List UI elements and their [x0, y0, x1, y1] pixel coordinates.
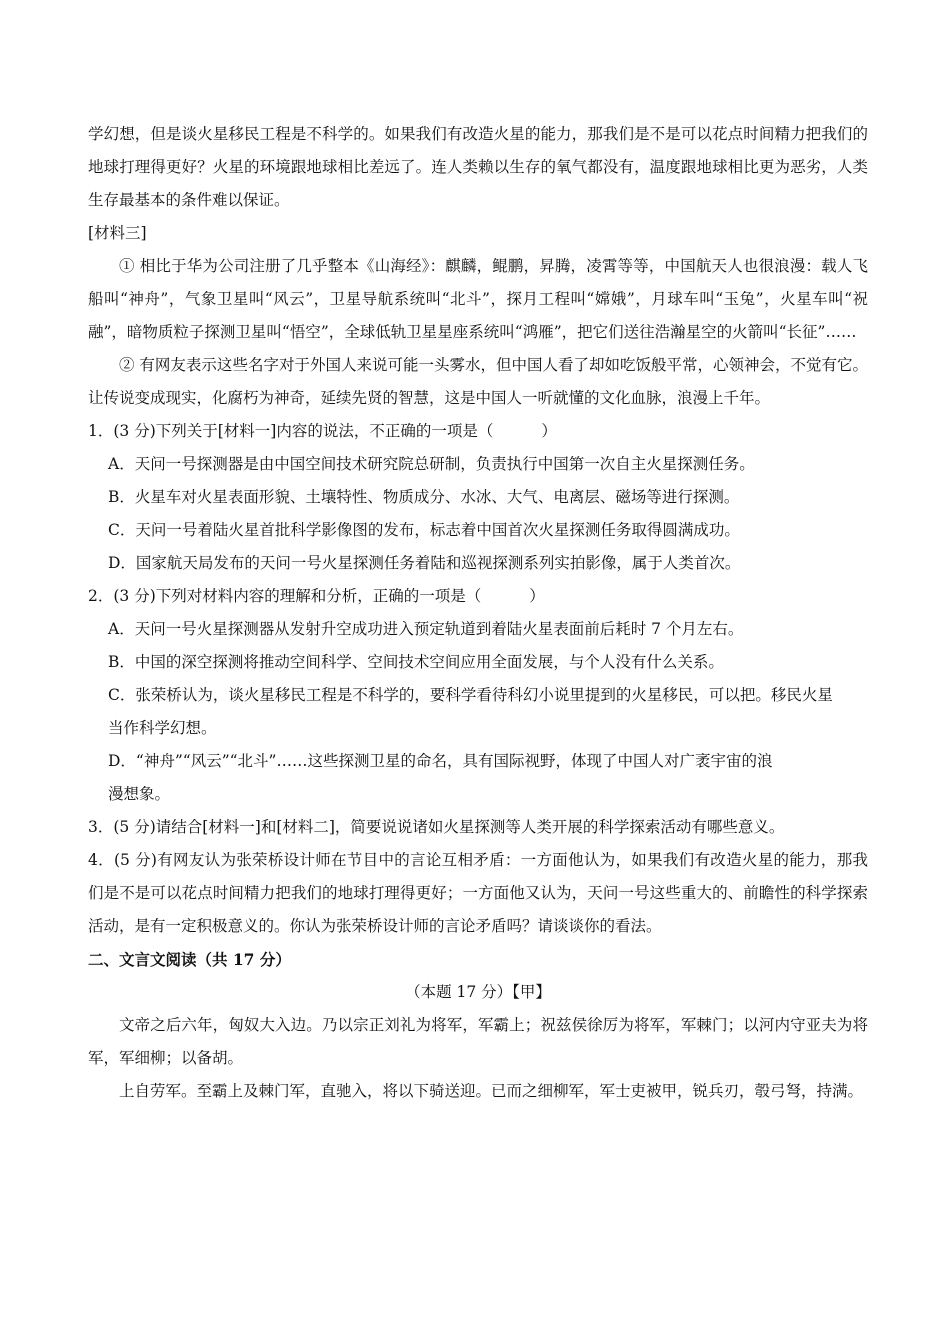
material3-heading: [材料三]	[88, 224, 147, 242]
question-4: 4．(5 分)有网友认为张荣桥设计师在节目中的言论互相矛盾：一方面他认为，如果我们有改造火星的能力，那我们是不是可以花点时间精力把我们的地球打理得更好；一方面他又认为，天问一号这些重大的、前瞻性的科学探索活动，是有一定积极意义的。你认为张荣桥设计师的言论矛盾吗？请谈谈你的看法。	[88, 851, 868, 935]
question-2-option-d-line-2: 漫想象。	[108, 785, 171, 803]
classical-text-paragraph-2: 上自劳军。至霸上及棘门军，直驰入，将以下骑送迎。已而之细柳军，军士吏被甲，锐兵刃，彀弓弩，持满。	[119, 1082, 864, 1100]
question-2-option-b: B．中国的深空探测将推动空间科学、空间技术空间应用全面发展，与个人没有什么关系。	[108, 653, 724, 671]
document-page	[88, 118, 868, 1108]
question-2-stem-text: 2．(3 分)下列对材料内容的理解和分析，正确的一项是（	[88, 587, 482, 605]
question-2-option-a: A．天问一号火星探测器从发射升空成功进入预定轨道到着陆火星表面前后耗时 7 个月左右。	[108, 620, 744, 638]
question-1-option-d: D．国家航天局发布的天问一号火星探测任务着陆和巡视探测系列实拍影像，属于人类首次。	[108, 554, 741, 572]
question-1-stem-text: 1．(3 分)下列关于[材料一]内容的说法，不正确的一项是（	[88, 422, 494, 440]
question-2-option-c-line-2: 当作科学幻想。	[108, 719, 217, 737]
question-1-option-a: A．天问一号探测器是由中国空间技术研究院总研制，负责执行中国第一次自主火星探测任务。	[108, 455, 755, 473]
material3-paragraph-1: ① 相比于华为公司注册了几乎整本《山海经》：麒麟，鲲鹏，昇腾，凌霄等等，中国航天人也很浪漫：载人飞船叫“神舟”，气象卫星叫“风云”，卫星导航系统叫“北斗”，探月工程叫“嫦娥”，月球车叫“玉兔”，火星车叫“祝融”，暗物质粒子探测卫星叫“悟空”，全球低轨卫星星座系统叫“鸿雁”，把它们送往浩瀚星空的火箭叫“长征”……	[88, 257, 868, 341]
classical-text-paragraph-1: 文帝之后六年，匈奴大入边。乃以宗正刘礼为将军，军霸上；祝兹侯徐厉为将军，军棘门；以河内守亚夫为将军，军细柳；以备胡。	[88, 1016, 868, 1067]
question-2-close: ）	[529, 587, 545, 605]
question-1-option-c: C．天问一号着陆火星首批科学影像图的发布，标志着中国首次火星探测任务取得圆满成功。	[108, 521, 740, 539]
question-3: 3．(5 分)请结合[材料一]和[材料二]，简要说说诸如火星探测等人类开展的科学探索活动有哪些意义。	[88, 818, 785, 836]
material3-paragraph-2: ② 有网友表示这些名字对于外国人来说可能一头雾水，但中国人看了却如吃饭般平常，心领神会，不觉有它。让传说变成现实，化腐朽为神奇，延续先贤的智慧，这是中国人一听就懂的文化血脉，浪漫上千年。	[88, 356, 868, 407]
material2-tail-paragraph: 学幻想，但是谈火星移民工程是不科学的。如果我们有改造火星的能力，那我们是不是可以花点时间精力把我们的地球打理得更好？火星的环境跟地球相比差远了。连人类赖以生存的氧气都没有，温度跟地球相比更为恶劣，人类生存最基本的条件难以保证。	[88, 125, 868, 209]
question-2-option-d-line-1: D．“神舟”“风云”“北斗”……这些探测卫星的命名，具有国际视野，体现了中国人对广袤宇宙的浪	[108, 752, 773, 770]
section-2-heading: 二、文言文阅读（共 17 分）	[88, 950, 291, 969]
question-1-stem	[88, 415, 868, 448]
question-1-option-b: B．火星车对火星表面形貌、土壤特性、物质成分、水冰、大气、电离层、磁场等进行探测。	[108, 488, 740, 506]
question-1-close: ）	[541, 422, 557, 440]
question-2-stem	[88, 580, 868, 613]
section-2-subheading: （本题 17 分）【甲】	[405, 983, 551, 1001]
question-2-option-c-line-1: C．张荣桥认为，谈火星移民工程是不科学的，要科学看待科幻小说里提到的火星移民，可以把。移民火星	[108, 686, 833, 704]
